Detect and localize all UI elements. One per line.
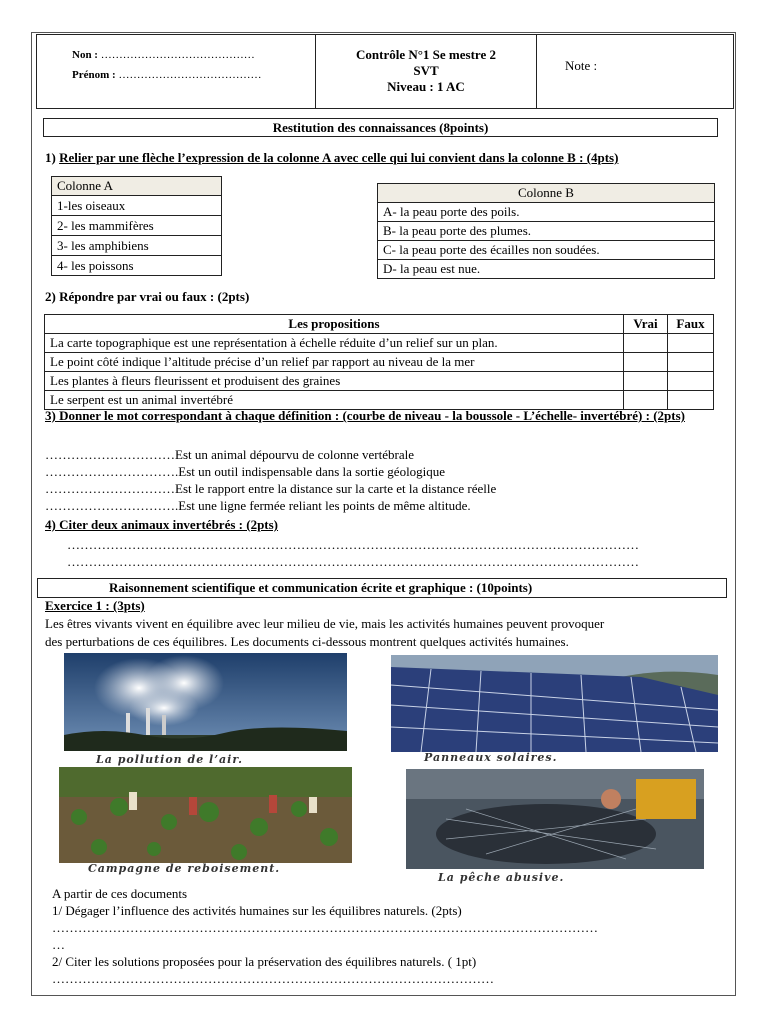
intro-line: des perturbations de ces équilibres. Les documents ci-dessous montrent quelques activités humaines. bbox=[45, 634, 569, 649]
exam-subject: SVT bbox=[413, 63, 439, 78]
header-table bbox=[36, 34, 734, 109]
definitions-list bbox=[45, 446, 496, 514]
definition-line[interactable]: ………………………….Est une ligne fermée reliant les points de même altitude. bbox=[45, 498, 471, 513]
from-documents-text: A partir de ces documents bbox=[52, 886, 188, 901]
student-info-cell bbox=[37, 35, 316, 109]
answer-line-continued[interactable]: … bbox=[52, 937, 65, 952]
question2: 2) Répondre par vrai ou faux : (2pts) bbox=[45, 289, 250, 304]
prenom-label: Prénom : bbox=[72, 69, 116, 81]
caption-pollution: La pollution de l’air. bbox=[96, 753, 243, 766]
proposition: Le serpent est un animal invertébré bbox=[45, 391, 624, 410]
overfishing-photo bbox=[406, 769, 704, 869]
intro-line: Les êtres vivants vivent en équilibre avec leur milieu de vie, mais les activités humaines peuvent provoquer bbox=[45, 616, 605, 631]
colonne-b-item: D- la peau est nue. bbox=[378, 260, 715, 279]
section1-title: Restitution des connaissances (8points) bbox=[43, 118, 718, 137]
colonne-b-item: A- la peau porte des poils. bbox=[378, 203, 715, 222]
exercise1-questions bbox=[52, 885, 722, 987]
faux-cell[interactable] bbox=[668, 372, 714, 391]
colonne-b-header: Colonne B bbox=[378, 184, 715, 203]
exercise1-question2: 2/ Citer les solutions proposées pour la préservation des équilibres naturels. ( 1pt) bbox=[52, 954, 477, 969]
question1 bbox=[45, 150, 745, 166]
caption-overfishing: La pêche abusive. bbox=[438, 871, 565, 884]
proposition: Le point côté indique l’altitude précise d’un relief par rapport au niveau de la mer bbox=[45, 353, 624, 372]
prenom-field[interactable]: ………………………………… bbox=[118, 69, 262, 81]
solar-panels-photo bbox=[391, 655, 718, 752]
vrai-cell[interactable] bbox=[624, 372, 668, 391]
proposition: Les plantes à fleurs fleurissent et produisent des graines bbox=[45, 372, 624, 391]
vrai-cell[interactable] bbox=[624, 334, 668, 353]
colonne-a-item: 4- les poissons bbox=[52, 256, 222, 276]
question1-text: Relier par une flèche l’expression de la colonne A avec celle qui lui convient dans la colonne B : (4pts) bbox=[59, 150, 619, 165]
vrai-cell[interactable] bbox=[624, 353, 668, 372]
definition-line[interactable]: …………………………Est un animal dépourvu de colonne vertébrale bbox=[45, 447, 414, 462]
answer-line[interactable]: …………………………………………………………………………………………………………………… bbox=[67, 554, 639, 569]
question1-number: 1) bbox=[45, 150, 56, 165]
answer-line[interactable]: ………………………………………………………………………………………… bbox=[52, 971, 494, 986]
propositions-header: Les propositions bbox=[45, 315, 624, 334]
vrai-faux-table bbox=[44, 314, 714, 410]
colonne-b-table bbox=[377, 183, 715, 279]
colonne-a-item: 3- les amphibiens bbox=[52, 236, 222, 256]
caption-reforestation: Campagne de reboisement. bbox=[88, 862, 281, 875]
answer-line[interactable]: ……………………………………………………………………………………………………………… bbox=[52, 920, 598, 935]
nom-field[interactable]: …………………………………… bbox=[100, 49, 255, 61]
faux-header: Faux bbox=[668, 315, 714, 334]
colonne-b-item: B- la peau porte des plumes. bbox=[378, 222, 715, 241]
exercise1-question1: 1/ Dégager l’influence des activités humaines sur les équilibres naturels. (2pts) bbox=[52, 903, 462, 918]
reforestation-photo bbox=[59, 767, 352, 863]
colonne-a-table bbox=[51, 176, 222, 276]
colonne-a-header: Colonne A bbox=[52, 177, 222, 196]
answer-lines bbox=[67, 536, 727, 570]
proposition: La carte topographique est une représentation à échelle réduite d’un relief sur un plan. bbox=[45, 334, 624, 353]
note-cell bbox=[537, 35, 734, 109]
nom-label: Non : bbox=[72, 49, 98, 61]
section2-title-box bbox=[37, 578, 727, 598]
definition-line[interactable]: ………………………….Est un outil indispensable dans la sortie géologique bbox=[45, 464, 446, 479]
answer-line[interactable]: …………………………………………………………………………………………………………………… bbox=[67, 537, 639, 552]
colonne-a-item: 1-les oiseaux bbox=[52, 196, 222, 216]
faux-cell[interactable] bbox=[668, 353, 714, 372]
vrai-header: Vrai bbox=[624, 315, 668, 334]
colonne-a-item: 2- les mammifères bbox=[52, 216, 222, 236]
exercise1-intro bbox=[45, 615, 745, 651]
caption-solar: Panneaux solaires. bbox=[424, 751, 558, 764]
note-label: Note : bbox=[565, 58, 598, 73]
exercise1-title: Exercice 1 : (3pts) bbox=[45, 598, 145, 613]
faux-cell[interactable] bbox=[668, 334, 714, 353]
exam-level: Niveau : 1 AC bbox=[387, 79, 465, 94]
colonne-b-item: C- la peau porte des écailles non soudées. bbox=[378, 241, 715, 260]
question3: 3) Donner le mot correspondant à chaque définition : (courbe de niveau - la boussole - L’échelle- invertébré) : (2pts) bbox=[45, 408, 685, 423]
exam-title-cell bbox=[316, 35, 537, 109]
pollution-photo bbox=[64, 653, 347, 751]
definition-line[interactable]: …………………………Est le rapport entre la distance sur la carte et la distance réelle bbox=[45, 481, 497, 496]
exam-title: Contrôle N°1 Se mestre 2 bbox=[356, 47, 496, 62]
section2-title: Raisonnement scientifique et communication écrite et graphique : (10points) bbox=[109, 580, 533, 595]
question4: 4) Citer deux animaux invertébrés : (2pts) bbox=[45, 517, 279, 532]
